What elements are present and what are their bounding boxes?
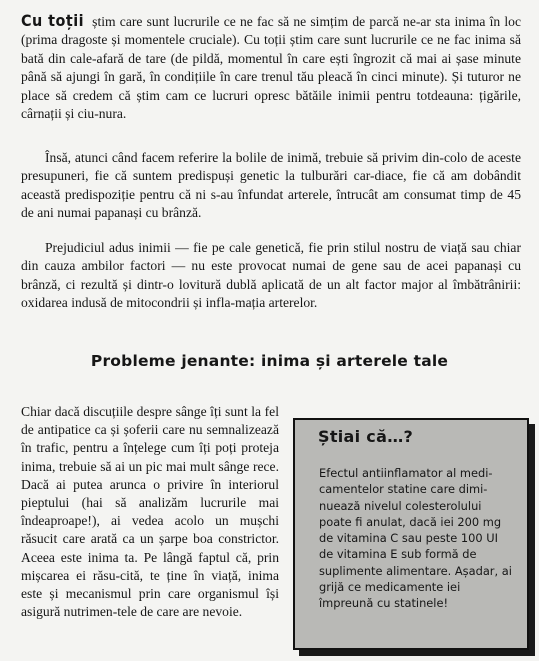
paragraph-predisposition: Însă, atunci când facem referire la bolile de inimă, trebuie să privim din-colo de aceste presupuneri, fie că suntem predispuși genetic la tulburări car-diace, fie că am dobândit această predispoziție pentru că ni s-au înfundat arterele, întrucât am consumat timp de 45 de ani numai papanași cu brânză.: [21, 150, 521, 221]
paragraph-section-body: Chiar dacă discuțiile despre sânge îți sunt la fel de antipatice ca și șoferii care nu semnalizează în trafic, pentru a înțelege cum îți poți proteja inima, trebuie să ai un pic mai mult sânge rece. Dacă ai putea arunca o privire în interiorul pieptului (hai să analizăm lucrurile mai îndeaproape!), ai vedea acolo un mușchi răsucit care arată ca un șarpe boa constrictor. Aceea este inima ta. Pe lângă faptul că, prin mișcarea ei răsu-cită, te ține în viață, inima este și mecanismul prin care organismul își asigură nutrimen-tele de care are nevoie.: [21, 404, 279, 620]
paragraph-intro-text: știm care sunt lucrurile ce ne fac să ne simțim de parcă ne-ar sta inima în loc (prima dragoste și momentele cruciale). Cu toții știm care sunt lucrurile ce ne fac inima să bată din cale-afară de tare (de pildă, momentul în care ești îngrozit că mai ai șase minute până să ajungi în gară, în condițiile în care trenul tău pleacă în cinci minute). Și tuturor ne place să credem că știm cam ce lucruri opresc bătăile inimii pentru totdeauna: țigările, cârnații și ciu-nura.: [21, 14, 521, 122]
paragraph-intro: [21, 12, 521, 123]
section-heading: Probleme jenante: inima și arterele tale: [90, 352, 449, 370]
lead-in-words: Cu toții: [21, 11, 84, 30]
did-you-know-box: [293, 418, 529, 650]
did-you-know-text: Efectul antiinflamator al medi-camentelor statine care dimi-nuează nivelul colesterolului poate fi anulat, dacă iei 200 mg de vitamina C sau peste 100 UI de vitamina E sub formă de suplimente alimentare. Așadar, ai grijă ce medicamente iei împreună cu statinele!: [319, 466, 512, 611]
paragraph-prejudice: Prejudiciul adus inimii — fie pe cale genetică, fie prin stilul nostru de viață sau chiar din cauza ambilor factori — nu este provocat numai de gene sau de acei papanași cu brânză, ci rezultă și dintr-o lovitură dublă aplicată de un alt factor major al îmbătrânirii: oxidarea indusă de mitocondrii și infla-mația arterelor.: [21, 240, 521, 311]
did-you-know-title: Știai că…?: [318, 427, 414, 446]
